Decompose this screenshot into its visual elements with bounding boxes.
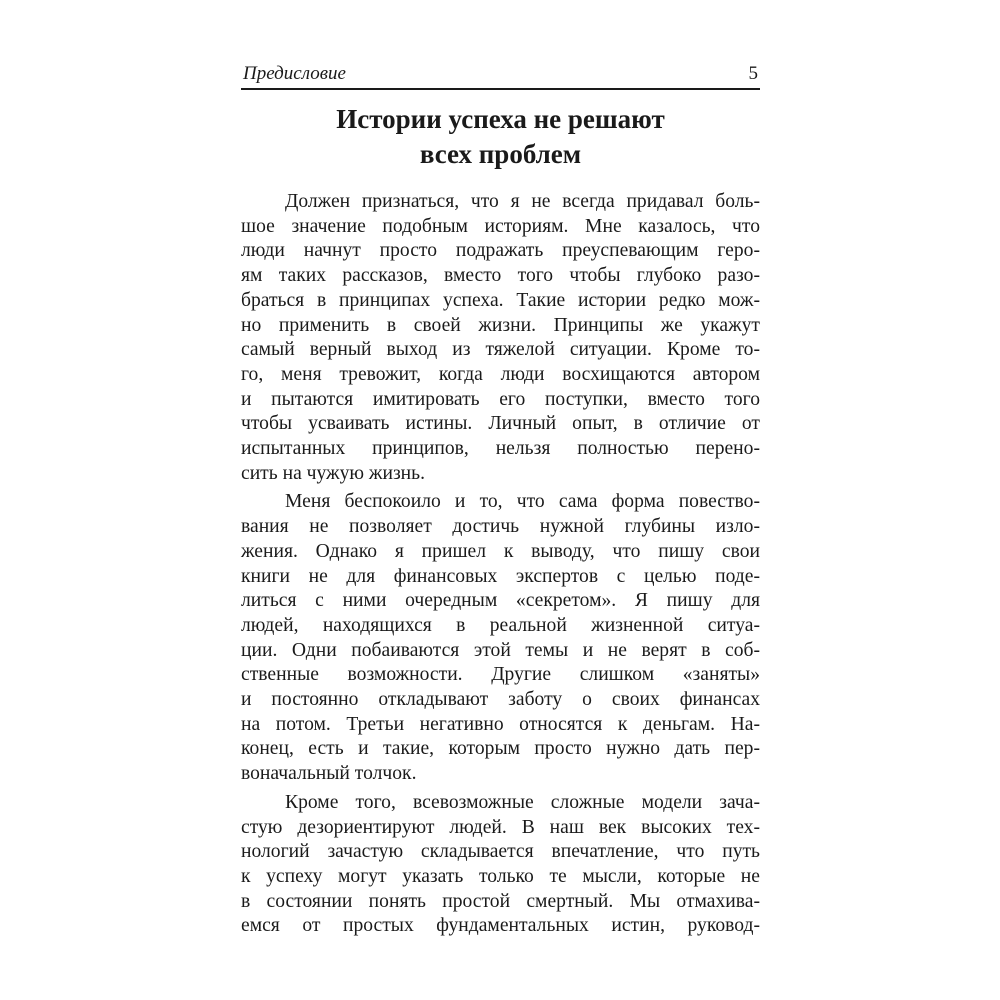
text-line: и постоянно откладывают заботу о своих финансах (241, 689, 760, 711)
paragraph (241, 791, 760, 939)
paragraph (241, 190, 760, 486)
text-line: книги не для финансовых экспертов с целью поде- (241, 565, 760, 587)
section-name: Предисловие (243, 63, 346, 84)
text-line: литься с ними очередным «секретом». Я пишу для (241, 590, 760, 612)
text-line: воначальный толчок. (241, 763, 417, 785)
text-line: нологий зачастую складывается впечатление, что путь (241, 841, 760, 863)
chapter-title (241, 102, 760, 172)
text-line: жения. Однако я пришел к выводу, что пишу свои (241, 540, 760, 562)
text-line: людей, находящихся в реальной жизненной ситуа- (241, 614, 760, 636)
text-line: ям таких рассказов, вместо того чтобы глубоко разо- (241, 265, 760, 287)
text-line: шое значение подобным историям. Мне казалось, что (241, 215, 760, 237)
paragraph (241, 490, 760, 786)
text-line: го, меня тревожит, когда люди восхищаются автором (241, 363, 760, 385)
text-line: вания не позволяет достичь нужной глубины изло- (241, 516, 760, 538)
body-text (241, 190, 760, 939)
text-line: Кроме того, всевозможные сложные модели зача- (285, 791, 760, 813)
text-line: ственные возможности. Другие слишком «заняты» (241, 664, 760, 686)
text-line: люди начнут просто подражать преуспевающим геро- (241, 240, 760, 262)
text-line: Должен признаться, что я не всегда придавал боль- (285, 191, 760, 212)
text-line: ции. Одни побаиваются этой темы и не верят в соб- (241, 639, 760, 661)
text-line: испытанных принципов, нельзя полностью перено- (241, 438, 760, 460)
chapter-title-line: всех проблем (419, 139, 582, 169)
text-line: к успеху могут указать только те мысли, которые не (241, 865, 760, 887)
text-line: емся от простых фундаментальных истин, руковод- (241, 915, 760, 937)
text-line: самый верный выход из тяжелой ситуации. Кроме то- (241, 339, 760, 361)
text-line: стую дезориентируют людей. В наш век высоких тех- (241, 816, 760, 838)
page-number: 5 (748, 63, 758, 84)
text-line: Меня беспокоило и то, что сама форма повество- (285, 491, 760, 513)
text-line: чтобы усваивать истины. Личный опыт, в отличие от (241, 413, 760, 435)
text-line: и пытаются имитировать его поступки, вместо того (241, 388, 760, 410)
text-line: на потом. Третьи негативно относятся к деньгам. На- (241, 713, 760, 735)
chapter-title-line: Истории успеха не решают (336, 104, 665, 134)
text-line: конец, есть и такие, которым просто нужно дать пер- (241, 738, 760, 760)
running-header (241, 58, 760, 90)
text-line: сить на чужую жизнь. (241, 462, 426, 484)
text-line: браться в принципах успеха. Такие истории редко мож- (241, 289, 760, 311)
book-page (241, 58, 760, 939)
text-line: но применить в своей жизни. Принципы же укажут (241, 314, 760, 336)
text-line: в состоянии понять простой смертный. Мы отмахива- (241, 890, 760, 912)
